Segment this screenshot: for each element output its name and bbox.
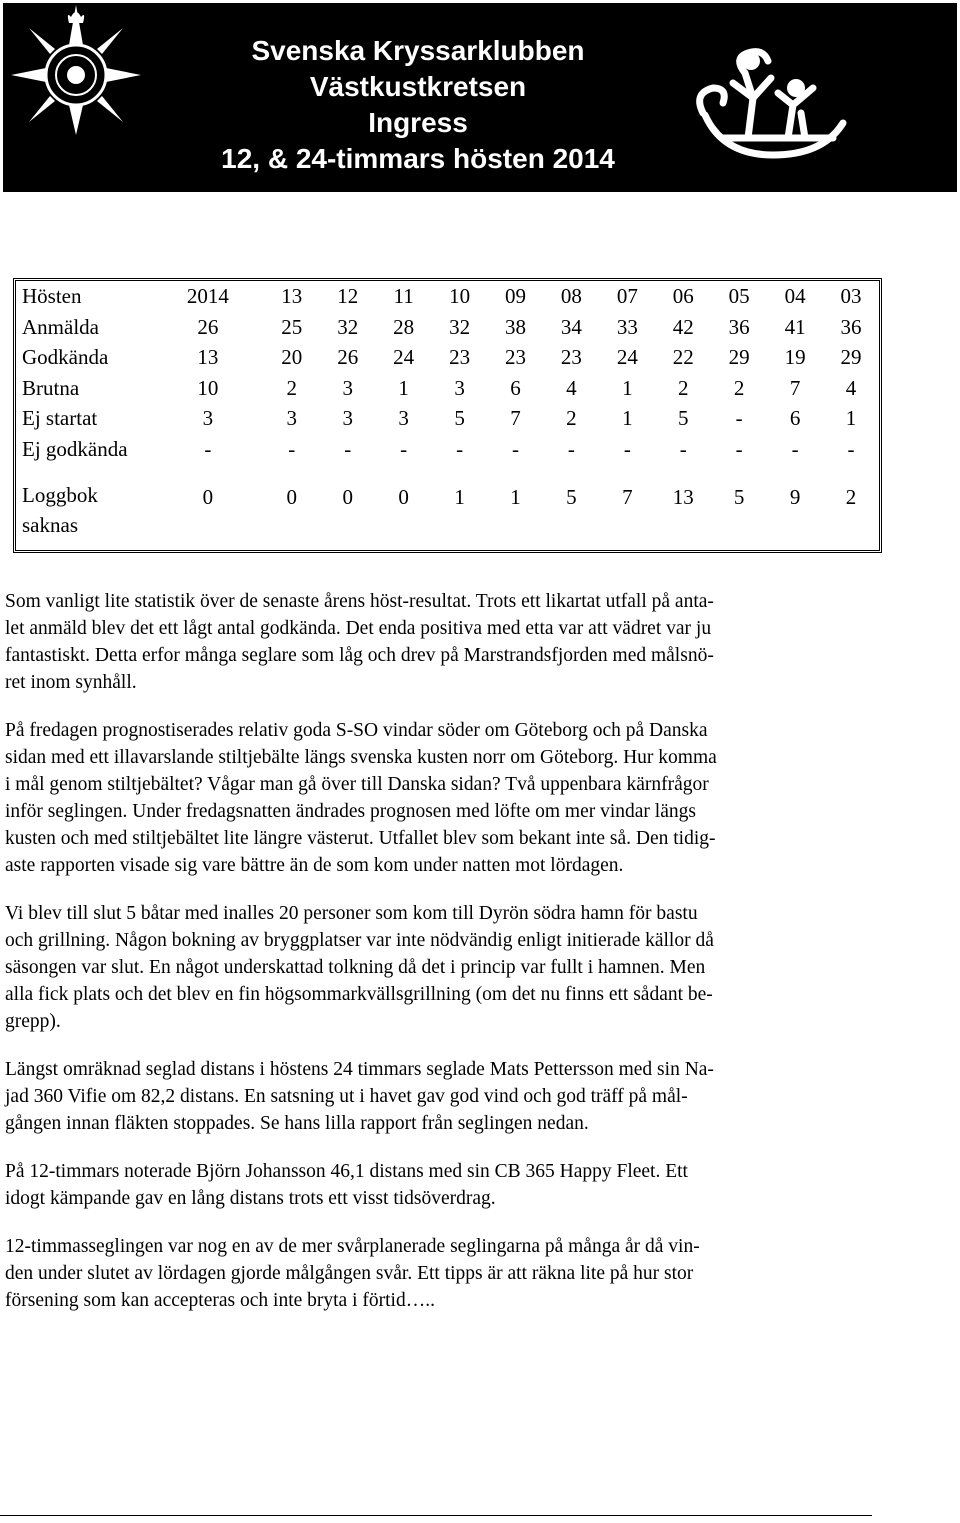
page-divider xyxy=(0,1515,872,1516)
year-header: 2014 xyxy=(186,284,229,309)
table-cell: - xyxy=(679,436,687,461)
table-row xyxy=(16,434,879,465)
table-cell: 7 xyxy=(789,375,801,400)
table-cell: 2 xyxy=(733,375,745,400)
table-cell: - xyxy=(847,436,855,461)
year-header: 09 xyxy=(504,284,526,309)
paragraph: Som vanligt lite statistik över de senaste årens höst-resultat. Trots ett likartat utfall på anta- let anmäld blev det ett lågt antal godkända. Det enda positiva med etta var att vädret var ju fantastiskt. Detta erfor många seglare som låg och drev på Marstrandsfjorden med målsnö- ret inom synhåll. xyxy=(5,591,714,693)
table-cell: 1 xyxy=(454,485,465,509)
year-header: 06 xyxy=(672,284,694,309)
table-cell: 0 xyxy=(342,485,353,509)
header-title-line: Västkustkretsen xyxy=(309,71,527,102)
article-body xyxy=(5,588,875,1335)
row-label-loggbok xyxy=(16,480,152,542)
header-title-line: Ingress xyxy=(368,107,468,138)
table-cell: 1 xyxy=(398,375,409,400)
table-cell: 13 xyxy=(197,345,219,370)
paragraph: På 12-timmars noterade Björn Johansson 46,1 distans med sin CB 365 Happy Fleet. Ett idogt kämpande gav en lång distans trots ett visst tidsöverdrag. xyxy=(5,1161,688,1209)
table-cell: 1 xyxy=(845,406,857,431)
table-cell: 23 xyxy=(504,345,526,370)
table-row xyxy=(16,312,879,343)
rock-carving-logo-icon xyxy=(693,43,853,168)
table-cell: 0 xyxy=(286,485,298,509)
row-label: Ej startat xyxy=(22,406,98,431)
statistics-table xyxy=(16,281,879,542)
table-cell: 3 xyxy=(342,406,353,431)
table-cell: 19 xyxy=(784,345,806,370)
table-cell: - xyxy=(204,436,212,461)
table-cell: 38 xyxy=(504,314,526,339)
header-title-block xyxy=(163,33,673,177)
table-cell: - xyxy=(623,436,631,461)
table-cell: 23 xyxy=(449,345,471,370)
table-cell: 5 xyxy=(566,485,577,509)
table-cell: 34 xyxy=(560,314,582,339)
table-cell: 3 xyxy=(202,406,214,431)
table-cell: 7 xyxy=(622,485,633,509)
table-cell: 0 xyxy=(202,485,214,509)
table-cell: 28 xyxy=(393,314,415,339)
table-header-row xyxy=(16,281,879,312)
table-cell: 4 xyxy=(566,375,577,400)
year-header: 08 xyxy=(560,284,582,309)
year-header: 03 xyxy=(840,284,862,309)
year-header: 07 xyxy=(616,284,638,309)
table-cell: 2 xyxy=(286,375,298,400)
table-cell: 42 xyxy=(672,314,694,339)
table-cell: 1 xyxy=(510,485,521,509)
table-cell: 41 xyxy=(784,314,806,339)
year-header: 10 xyxy=(449,284,471,309)
page-header xyxy=(3,3,957,192)
table-cell: - xyxy=(511,436,519,461)
year-header: 04 xyxy=(784,284,806,309)
table-cell: 3 xyxy=(398,406,409,431)
table-row xyxy=(16,373,879,404)
table-cell: 22 xyxy=(672,345,694,370)
table-cell: 33 xyxy=(616,314,638,339)
table-cell: 5 xyxy=(454,406,465,431)
statistics-table-frame xyxy=(13,278,882,553)
table-cell: 1 xyxy=(622,375,633,400)
paragraph: Vi blev till slut 5 båtar med inalles 20 personer som kom till Dyrön södra hamn för bastu och grillning. Någon bokning av bryggplatser var inte nödvändig enligt initierade källor då säsongen var slut. En något underskattad tolkning då det i princip var fullt i hamnen. Men alla fick plats och det blev en fin högsommarkvällsgrillning (om det nu finns ett sådant be- grepp). xyxy=(5,903,714,1032)
year-header: 13 xyxy=(281,284,303,309)
year-header: 11 xyxy=(393,284,414,309)
table-cell: 3 xyxy=(342,375,353,400)
table-cell: 29 xyxy=(840,345,862,370)
table-cell: 5 xyxy=(678,406,689,431)
table-cell: 2 xyxy=(566,406,577,431)
table-cell: 6 xyxy=(510,375,521,400)
header-title-line: 12, & 24-timmars hösten 2014 xyxy=(221,143,615,174)
table-cell: 0 xyxy=(398,485,409,509)
row-label: Anmälda xyxy=(22,314,99,339)
table-cell: 3 xyxy=(454,375,465,400)
paragraph: 12-timmasseglingen var nog en av de mer svårplanerade seglingarna på många år då vin- den under slutet av lördagen gjorde målgången svår. Ett tipps är att räkna lite på hur stor försening som kan accepteras och inte bryta i förtid….. xyxy=(5,1236,700,1311)
table-cell: 36 xyxy=(840,314,862,339)
table-cell: 23 xyxy=(560,345,582,370)
table-cell: 29 xyxy=(728,345,750,370)
table-row xyxy=(16,403,879,434)
table-cell: 24 xyxy=(393,345,415,370)
paragraph: Längst omräknad seglad distans i höstens 24 timmars seglade Mats Pettersson med sin Na- jad 360 Vifie om 82,2 distans. En satsning ut i havet gav god vind och god träff på mål- gången innan fläkten stoppades. Se hans lilla rapport från seglingen nedan. xyxy=(5,1059,714,1134)
table-cell: 3 xyxy=(286,406,298,431)
table-cell: 7 xyxy=(510,406,521,431)
year-header: 12 xyxy=(337,284,359,309)
table-row xyxy=(16,342,879,373)
table-cell: 36 xyxy=(728,314,750,339)
table-cell: 2 xyxy=(845,485,857,509)
table-row-loggbok xyxy=(16,480,879,542)
table-spacer-row xyxy=(16,464,879,480)
paragraph: På fredagen prognostiserades relativ goda S-SO vindar söder om Göteborg och på Danska sidan med ett illavarslande stiltjebälte längs svenska kusten norr om Göteborg. Hur komma i mål genom stiltjebältet? Vågar man gå över till Danska sidan? Två uppenbara kärnfrågor inför seglingen. Under fredagsnatten ändrades prognosen med löfte om mer vindar längs kusten och med stiltjebältet lite längre västerut. Utfallet blev som bekant inte så. Den tidig- aste rapporten visade sig vare bättre än de som kom under natten mot lördagen. xyxy=(5,720,717,876)
compass-rose-logo-icon xyxy=(11,5,141,135)
table-cell: 32 xyxy=(449,314,471,339)
table-cell: 20 xyxy=(281,345,303,370)
table-cell: 9 xyxy=(789,485,801,509)
table-cell: 26 xyxy=(337,345,359,370)
table-cell: - xyxy=(735,406,743,431)
table-cell: - xyxy=(456,436,464,461)
row-label: Ej godkända xyxy=(22,436,128,461)
table-cell: 25 xyxy=(281,314,303,339)
table-cell: 32 xyxy=(337,314,359,339)
year-header: 05 xyxy=(728,284,750,309)
table-cell: 24 xyxy=(616,345,638,370)
table-cell: 10 xyxy=(197,375,219,400)
table-cell: - xyxy=(791,436,799,461)
table-cell: - xyxy=(567,436,575,461)
table-cell: 2 xyxy=(678,375,689,400)
header-title-line: Svenska Kryssarklubben xyxy=(251,35,585,66)
table-cell: 4 xyxy=(845,375,857,400)
table-cell: 5 xyxy=(733,485,745,509)
table-cell: - xyxy=(288,436,296,461)
row-label: Hösten xyxy=(22,284,82,309)
table-cell: 13 xyxy=(672,485,694,509)
row-label: Godkända xyxy=(22,345,109,370)
table-cell: - xyxy=(735,436,743,461)
table-cell: - xyxy=(344,436,352,461)
table-cell: 1 xyxy=(622,406,633,431)
row-label: Brutna xyxy=(22,375,80,400)
row-label-line: Loggbok xyxy=(22,483,98,507)
table-cell: - xyxy=(400,436,408,461)
table-cell: 6 xyxy=(789,406,801,431)
row-label-line: saknas xyxy=(22,513,78,537)
table-cell: 26 xyxy=(197,314,219,339)
